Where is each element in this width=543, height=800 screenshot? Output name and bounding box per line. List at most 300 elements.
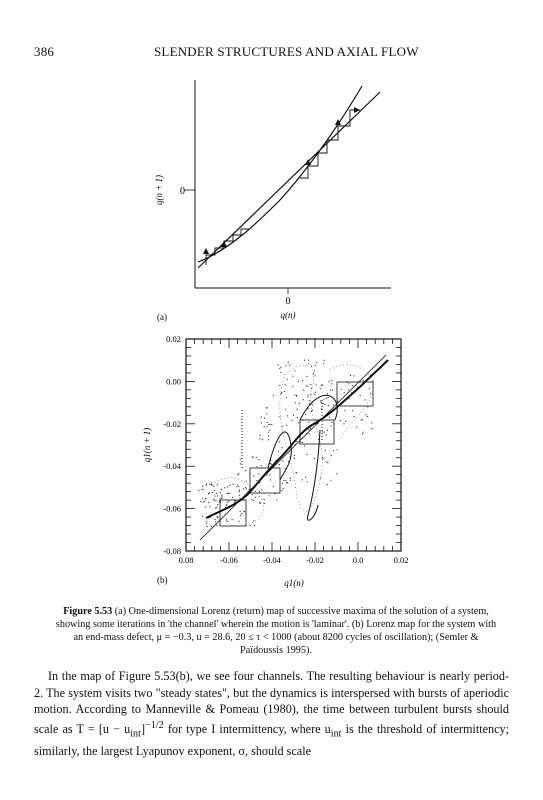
scatter-point [305,477,306,478]
scatter-point [312,410,313,411]
scatter-point [268,435,269,436]
scatter-point [228,501,229,502]
scatter-point [245,470,246,471]
scatter-point [259,502,260,503]
panel-b-x-tick-labels [179,555,409,565]
panel-a-label: (a) [157,312,167,322]
scatter-point [281,490,282,491]
panel-b [142,334,408,588]
panel-a-x-tick-label: 0 [285,296,291,307]
scatter-point [337,401,338,402]
scatter-point [259,438,260,439]
panel-b-channel-box [250,468,280,493]
scatter-point [209,506,210,507]
scatter-point [336,449,337,450]
scatter-point [306,386,307,387]
scatter-point [322,457,323,458]
y-tick-label: -0.04 [163,461,181,472]
scatter-point [205,498,206,499]
running-head: SLENDER STRUCTURES AND AXIAL FLOW [154,44,419,59]
scatter-point [261,422,262,423]
scatter-point [364,399,365,400]
scatter-point [282,460,283,461]
body-fragment: turbulent bursts should scale as T = [u − u [34,702,510,736]
scatter-point [365,414,366,415]
scatter-point [294,370,295,371]
scatter-point [284,391,285,392]
scatter-point [217,516,218,517]
scatter-point [361,419,362,420]
panel-b-scatter-points [198,360,374,528]
scatter-point [328,397,329,398]
scatter-point [213,486,214,487]
scatter-point [212,492,213,493]
scatter-point [276,499,277,500]
scatter-point [331,455,332,456]
scatter-point [283,488,284,489]
scatter-point [353,416,354,417]
scatter-point [226,519,227,520]
panel-a-x-axis-label: q(n) [280,310,296,320]
scatter-point [250,525,251,526]
scatter-point [214,495,215,496]
caption-label: Figure 5.53 [63,606,113,617]
x-tick-label: 0.02 [393,555,409,565]
scatter-point [266,413,267,414]
scatter-point [221,495,222,496]
scatter-point [353,375,354,376]
scatter-point [211,526,212,527]
scatter-point [285,384,286,385]
scatter-point [264,418,265,419]
panel-b-identity-line [200,355,386,540]
scatter-point [241,513,242,514]
panel-a [154,80,391,322]
scatter-point [330,480,331,481]
scatter-point [331,380,332,381]
scatter-point [296,395,297,396]
panel-b-y-axis-label: q1(n + 1) [142,427,152,463]
scatter-point [282,483,283,484]
panel-b-dotted-loop [280,365,323,511]
scatter-point [327,430,328,431]
scatter-point [324,432,325,433]
y-tick-label: -0.08 [163,546,181,556]
scatter-point [279,441,280,442]
scatter-point [253,475,254,476]
scatter-point [314,371,315,372]
y-tick-label: 0.00 [166,376,181,387]
scatter-point [226,493,227,494]
scatter-point [304,445,305,446]
scatter-point [227,502,228,503]
scatter-point [306,454,307,455]
scatter-point [344,410,345,411]
panel-b-loop [307,430,320,520]
scatter-point [239,498,240,499]
scatter-point [216,525,217,526]
scatter-point [221,498,222,499]
scatter-point [216,493,217,494]
scatter-point [208,502,209,503]
scatter-point [310,428,311,429]
scatter-point [258,459,259,460]
x-tick-label: 0.0 [352,555,364,565]
scatter-point [310,384,311,385]
scatter-point [252,494,253,495]
scatter-point [360,395,361,396]
scatter-point [363,432,364,433]
scatter-point [243,488,244,489]
scatter-point [229,485,230,486]
scatter-point [271,424,272,425]
scatter-point [296,441,297,442]
scatter-point [371,422,372,423]
scatter-point [232,519,233,520]
scatter-point [262,439,263,440]
panel-b-y-tick-labels [163,334,181,556]
x-tick-label: -0.04 [263,555,281,565]
scatter-point [303,390,304,391]
scatter-point [326,461,327,462]
body-fragment: is [341,721,354,736]
panel-b-label: (b) [157,575,168,585]
panel-b-frame [186,339,401,551]
scatter-point [253,457,254,458]
scatter-point [261,489,262,490]
x-tick-label: -0.06 [220,555,238,565]
scatter-point [320,400,321,401]
scatter-point [325,434,326,435]
scatter-point [302,380,303,381]
scatter-point [206,526,207,527]
scatter-point [201,489,202,490]
scatter-point [279,464,280,465]
scatter-point [308,363,309,364]
scatter-point [320,478,321,479]
scatter-point [296,472,297,473]
scatter-point [220,492,221,493]
scatter-point [239,489,240,490]
scatter-point [261,465,262,466]
scatter-point [243,511,244,512]
scatter-point [297,417,298,418]
scatter-point [287,415,288,416]
paragraph [34,668,509,759]
scatter-point [204,501,205,502]
scatter-point [267,426,268,427]
scatter-point [299,403,300,404]
y-tick-label: 0.02 [166,334,181,344]
scatter-point [240,511,241,512]
scatter-point [255,497,256,498]
scatter-point [260,503,261,504]
scatter-point [278,451,279,452]
scatter-point [214,498,215,499]
scatter-point [323,399,324,400]
scatter-point [363,380,364,381]
scatter-point [320,388,321,389]
page-number: 386 [34,44,55,59]
scatter-point [316,362,317,363]
scatter-point [336,473,337,474]
scatter-point [323,458,324,459]
scatter-point [198,490,199,491]
scatter-point [253,500,254,501]
scatter-point [315,375,316,376]
scatter-point [238,473,239,474]
body-line: period-2. The system visits two "steady states", but the dynamics is interspersed with [34,669,509,700]
scatter-point [323,360,324,361]
scatter-point [302,479,303,480]
scatter-point [324,404,325,405]
scatter-point [371,428,372,429]
scatter-point [367,406,368,407]
scatter-point [340,420,341,421]
y-tick-label: -0.02 [163,418,181,429]
scatter-point [266,407,267,408]
scatter-point [209,492,210,493]
x-tick-label: 0.08 [178,555,194,565]
scatter-point [296,409,297,410]
scatter-point [322,384,323,385]
body-line: the threshold of intermittency; similarly, the largest Lyapunov exponent, σ, should scale [34,721,509,758]
arrow-icon [221,241,227,247]
x-tick-label: -0.02 [306,555,324,565]
scatter-point [291,420,292,421]
scatter-point [221,489,222,490]
scatter-point [329,417,330,418]
caption-text: (a) One-dimensional Lorenz (return) map of successive maxima of the solution of a system, showing some iterations in 'the channel' wherein the motion is 'laminar'. (b) Lorenz map for the system with an end-mass defect, μ = −0.3, u = 28.6, 20 ≤ τ < 1000 (about 8200 cycles of oscillation); (Semler & Païdoussis 1995). [55,606,497,656]
scatter-point [202,516,203,517]
scatter-point [236,486,237,487]
scatter-point [348,383,349,384]
scatter-point [352,410,353,411]
scatter-point [229,493,230,494]
scatter-point [220,498,221,499]
scatter-point [279,368,280,369]
scatter-point [205,506,206,507]
scatter-point [268,495,269,496]
scatter-point [264,499,265,500]
scatter-point [268,424,269,425]
panel-b-loop [300,395,337,420]
scatter-point [227,486,228,487]
scatter-point [298,381,299,382]
scatter-point [331,383,332,384]
scatter-point [370,393,371,394]
scatter-point [285,365,286,366]
scatter-point [356,427,357,428]
scatter-point [259,435,260,436]
panel-a-map-curve [198,86,362,262]
scatter-point [281,392,282,393]
scatter-point [251,499,252,500]
scatter-point [307,394,308,395]
scatter-point [214,519,215,520]
body-fragment: ] [140,721,145,736]
scatter-point [314,394,315,395]
scatter-point [298,422,299,423]
panel-a-identity-line [198,92,380,268]
scatter-point [362,434,363,435]
scatter-point [315,392,316,393]
scatter-point [288,362,289,363]
scatter-point [286,425,287,426]
scatter-point [311,388,312,389]
panel-b-x-axis-label: q1(n) [284,578,304,588]
scatter-point [269,474,270,475]
scatter-point [206,523,207,524]
scatter-point [322,431,323,432]
body-superscript: −1/2 [145,719,164,731]
scatter-point [254,525,255,526]
scatter-point [240,459,241,460]
panel-b-tickmarks [186,339,401,551]
scatter-point [284,468,285,469]
scatter-point [206,521,207,522]
scatter-point [286,482,287,483]
scatter-point [323,363,324,364]
scatter-point [268,432,269,433]
scatter-point [344,392,345,393]
scatter-point [312,404,313,405]
scatter-point [332,422,333,423]
scatter-point [309,400,310,401]
scatter-point [206,483,207,484]
scatter-point [292,376,293,377]
scatter-point [256,480,257,481]
body-subscript: int [330,728,342,740]
scatter-point [217,495,218,496]
scatter-point [202,498,203,499]
body-subscript: int [130,728,141,740]
scatter-point [209,484,210,485]
scatter-point [294,394,295,395]
scatter-point [308,396,309,397]
scatter-point [333,405,334,406]
panel-a-y-tick-label: 0 [180,186,185,197]
scatter-point [211,484,212,485]
scatter-point [279,385,280,386]
scatter-point [283,480,284,481]
scatter-point [216,506,217,507]
scatter-point [200,501,201,502]
scatter-point [295,402,296,403]
body-fragment: for type I intermittency, where u [163,721,331,736]
scatter-point [302,442,303,443]
scatter-point [215,508,216,509]
scatter-point [333,450,334,451]
scatter-point [264,426,265,427]
scatter-point [308,422,309,423]
scatter-point [253,520,254,521]
scatter-point [203,489,204,490]
scatter-point [349,398,350,399]
scatter-point [316,384,317,385]
scatter-point [226,504,227,505]
scatter-point [245,487,246,488]
scatter-point [303,399,304,400]
body-text [34,668,509,759]
scatter-point [327,462,328,463]
scatter-point [309,433,310,434]
scatter-point [311,366,312,367]
scatter-point [273,395,274,396]
scatter-point [305,414,306,415]
scatter-point [293,415,294,416]
scatter-point [294,455,295,456]
arrow-icon [203,248,209,254]
scatter-point [314,365,315,366]
scatter-point [325,450,326,451]
scatter-point [227,521,228,522]
scatter-point [228,493,229,494]
y-tick-label: -0.06 [163,503,181,514]
body-line: In the map of Figure 5.53(b), we see four channels. The resulting behaviour is nearly [48,669,471,683]
scatter-point [232,497,233,498]
scatter-point [327,393,328,394]
scatter-point [285,480,286,481]
scatter-point [239,491,240,492]
scatter-point [273,486,274,487]
scatter-point [352,385,353,386]
scatter-point [271,464,272,465]
scatter-point [308,429,309,430]
scatter-point [294,458,295,459]
scatter-point [369,388,370,389]
scatter-point [257,466,258,467]
scatter-point [222,496,223,497]
scatter-point [290,477,291,478]
scatter-point [287,379,288,380]
scatter-point [341,389,342,390]
scatter-point [239,495,240,496]
scatter-point [286,397,287,398]
figure-caption [52,605,500,657]
scatter-point [289,364,290,365]
scatter-point [211,482,212,483]
scatter-point [282,447,283,448]
scatter-point [326,398,327,399]
scatter-point [348,389,349,390]
scatter-point [323,403,324,404]
scatter-point [267,474,268,475]
scatter-point [206,485,207,486]
scatter-point [238,521,239,522]
scatter-point [214,490,215,491]
scatter-point [208,493,209,494]
scatter-point [240,463,241,464]
scatter-point [213,500,214,501]
scatter-point [280,367,281,368]
scatter-point [238,486,239,487]
scatter-point [246,481,247,482]
scatter-point [278,364,279,365]
scatter-point [304,360,305,361]
scatter-point [332,389,333,390]
scatter-point [258,474,259,475]
scatter-point [290,480,291,481]
scatter-point [224,487,225,488]
body-line: bursts of aperiodic motion. According to Manneville & Pomeau (1980), the time between [34,685,509,717]
scatter-point [350,375,351,376]
scatter-point [343,423,344,424]
scatter-point [215,521,216,522]
scatter-point [362,419,363,420]
scatter-point [306,376,307,377]
scatter-point [308,360,309,361]
